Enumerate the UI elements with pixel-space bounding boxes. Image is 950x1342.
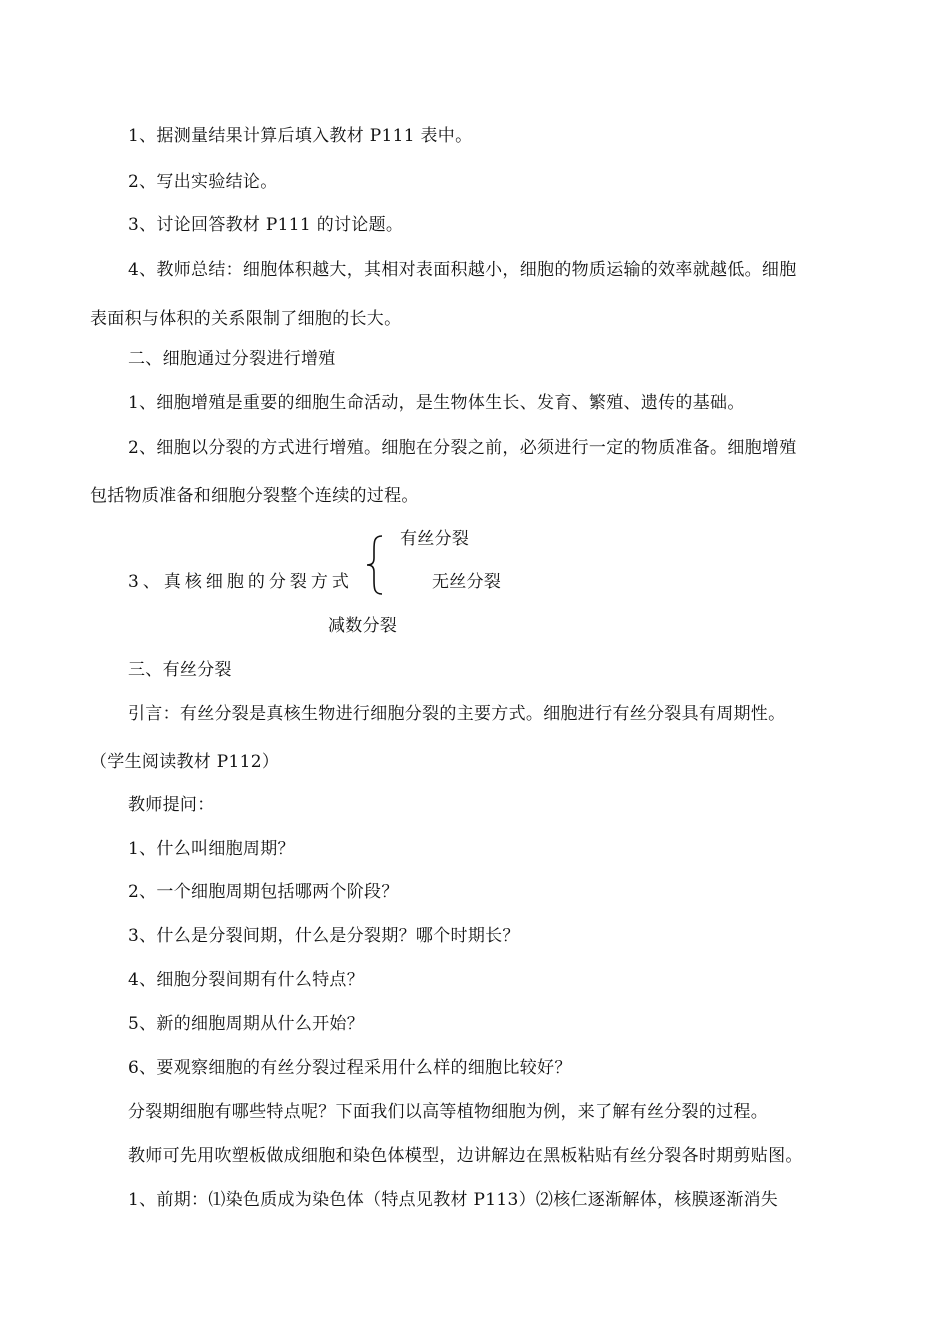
question-2: 2、一个细胞周期包括哪两个阶段？ xyxy=(128,882,399,902)
paragraph-2: 2、写出实验结论。 xyxy=(128,172,278,192)
paragraph-3: 3、讨论回答教材 P111 的讨论题。 xyxy=(128,215,404,235)
question-1: 1、什么叫细胞周期？ xyxy=(128,839,295,859)
question-3: 3、什么是分裂间期，什么是分裂期？哪个时期长？ xyxy=(128,926,520,946)
question-4: 4、细胞分裂间期有什么特点？ xyxy=(128,970,365,990)
paragraph-7-label: 3、真核细胞的分裂方式 xyxy=(128,572,353,592)
paragraph-4-line-1: 4、教师总结：细胞体积越大，其相对表面积越小，细胞的物质运输的效率就越低。细胞 xyxy=(128,260,797,280)
paragraph-8-line-1: 引言：有丝分裂是真核生物进行细胞分裂的主要方式。细胞进行有丝分裂具有周期性。 xyxy=(128,704,786,724)
section-heading-3: 三、有丝分裂 xyxy=(128,660,232,680)
division-option-amitosis: 无丝分裂 xyxy=(432,572,502,592)
division-option-mitosis: 有丝分裂 xyxy=(400,529,470,549)
paragraph-9: 分裂期细胞有哪些特点呢？下面我们以高等植物细胞为例，来了解有丝分裂的过程。 xyxy=(128,1102,769,1122)
paragraph-6-line-2: 包括物质准备和细胞分裂整个连续的过程。 xyxy=(90,486,419,506)
paragraph-10: 教师可先用吹塑板做成细胞和染色体模型，边讲解边在黑板粘贴有丝分裂各时期剪贴图。 xyxy=(128,1146,803,1166)
paragraph-4-line-2: 表面积与体积的关系限制了细胞的长大。 xyxy=(90,309,402,329)
paragraph-8-line-2: （学生阅读教材 P112） xyxy=(90,752,280,772)
paragraph-11: 1、前期：⑴染色质成为染色体（特点见教材 P113）⑵核仁逐渐解体，核膜逐渐消失 xyxy=(128,1190,779,1210)
division-option-meiosis: 减数分裂 xyxy=(328,616,398,636)
question-6: 6、要观察细胞的有丝分裂过程采用什么样的细胞比较好？ xyxy=(128,1058,572,1078)
section-heading-2: 二、细胞通过分裂进行增殖 xyxy=(128,349,336,369)
question-5: 5、新的细胞周期从什么开始？ xyxy=(128,1014,365,1034)
paragraph-5: 1、细胞增殖是重要的细胞生命活动，是生物体生长、发育、繁殖、遗传的基础。 xyxy=(128,393,745,413)
paragraph-6-line-1: 2、细胞以分裂的方式进行增殖。细胞在分裂之前，必须进行一定的物质准备。细胞增殖 xyxy=(128,438,797,458)
curly-brace-icon xyxy=(364,534,386,596)
paragraph-1: 1、据测量结果计算后填入教材 P111 表中。 xyxy=(128,126,473,146)
teacher-questions-intro: 教师提问： xyxy=(128,795,215,815)
